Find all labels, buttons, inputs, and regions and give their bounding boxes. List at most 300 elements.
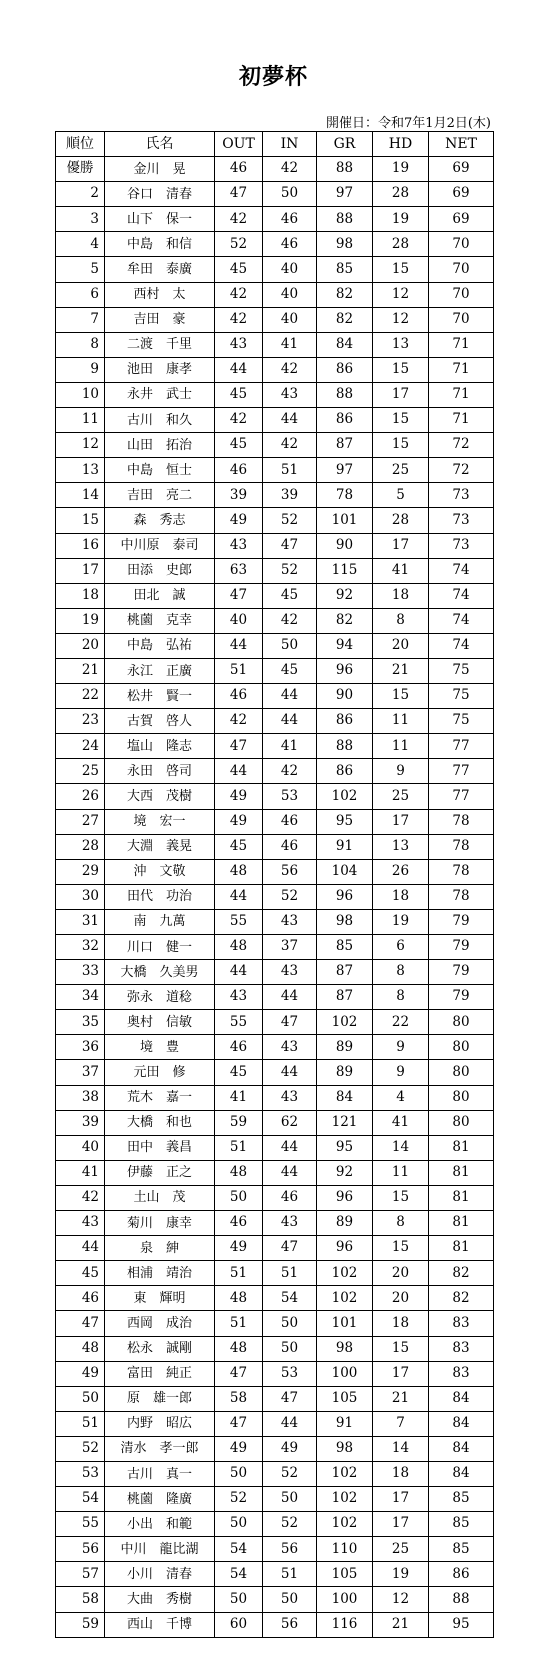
table-row bbox=[56, 1411, 494, 1436]
name-cell: 菊川 康幸 bbox=[105, 1211, 215, 1236]
name-cell: 中島 和信 bbox=[105, 232, 215, 257]
in-cell: 56 bbox=[263, 1537, 317, 1562]
rank-cell: 14 bbox=[56, 483, 105, 508]
out-cell: 51 bbox=[215, 1311, 263, 1336]
hd-cell: 17 bbox=[373, 1361, 429, 1386]
rank-cell: 57 bbox=[56, 1562, 105, 1587]
hd-cell: 21 bbox=[373, 1612, 429, 1637]
rank-cell: 23 bbox=[56, 709, 105, 734]
hd-cell: 8 bbox=[373, 985, 429, 1010]
in-cell: 51 bbox=[263, 1562, 317, 1587]
rank-cell: 17 bbox=[56, 558, 105, 583]
gr-cell: 105 bbox=[317, 1386, 373, 1411]
gr-cell: 97 bbox=[317, 182, 373, 207]
table-row bbox=[56, 784, 494, 809]
rank-cell: 26 bbox=[56, 784, 105, 809]
table-row bbox=[56, 458, 494, 483]
hd-cell: 17 bbox=[373, 809, 429, 834]
net-cell: 74 bbox=[429, 583, 494, 608]
name-cell: 古賀 啓人 bbox=[105, 709, 215, 734]
rank-cell: 43 bbox=[56, 1211, 105, 1236]
in-cell: 47 bbox=[263, 1236, 317, 1261]
rank-cell: 30 bbox=[56, 884, 105, 909]
out-cell: 43 bbox=[215, 985, 263, 1010]
table-row bbox=[56, 1361, 494, 1386]
gr-cell: 102 bbox=[317, 1512, 373, 1537]
gr-cell: 104 bbox=[317, 859, 373, 884]
in-cell: 41 bbox=[263, 734, 317, 759]
in-cell: 39 bbox=[263, 483, 317, 508]
in-cell: 54 bbox=[263, 1286, 317, 1311]
rank-cell: 優勝 bbox=[56, 157, 105, 182]
in-cell: 46 bbox=[263, 834, 317, 859]
table-row bbox=[56, 307, 494, 332]
table-row bbox=[56, 332, 494, 357]
name-cell: 谷口 清春 bbox=[105, 182, 215, 207]
table-row bbox=[56, 1085, 494, 1110]
hd-cell: 20 bbox=[373, 1286, 429, 1311]
rank-cell: 56 bbox=[56, 1537, 105, 1562]
out-cell: 60 bbox=[215, 1612, 263, 1637]
in-cell: 50 bbox=[263, 1311, 317, 1336]
hd-cell: 15 bbox=[373, 433, 429, 458]
gr-cell: 87 bbox=[317, 960, 373, 985]
gr-cell: 96 bbox=[317, 1236, 373, 1261]
table-row bbox=[56, 282, 494, 307]
out-cell: 47 bbox=[215, 583, 263, 608]
rank-cell: 29 bbox=[56, 859, 105, 884]
out-cell: 39 bbox=[215, 483, 263, 508]
net-cell: 71 bbox=[429, 332, 494, 357]
gr-cell: 101 bbox=[317, 508, 373, 533]
out-cell: 49 bbox=[215, 508, 263, 533]
out-cell: 59 bbox=[215, 1110, 263, 1135]
out-cell: 50 bbox=[215, 1461, 263, 1486]
rank-cell: 55 bbox=[56, 1512, 105, 1537]
hd-cell: 8 bbox=[373, 608, 429, 633]
hd-cell: 15 bbox=[373, 408, 429, 433]
name-cell: 川口 健一 bbox=[105, 935, 215, 960]
rank-cell: 13 bbox=[56, 458, 105, 483]
name-cell: 大橋 久美男 bbox=[105, 960, 215, 985]
net-cell: 80 bbox=[429, 1060, 494, 1085]
in-cell: 44 bbox=[263, 1060, 317, 1085]
hd-cell: 20 bbox=[373, 633, 429, 658]
rank-cell: 8 bbox=[56, 332, 105, 357]
table-row bbox=[56, 1211, 494, 1236]
hd-cell: 20 bbox=[373, 1261, 429, 1286]
in-cell: 43 bbox=[263, 1211, 317, 1236]
table-row bbox=[56, 1185, 494, 1210]
table-row bbox=[56, 1060, 494, 1085]
hd-cell: 11 bbox=[373, 709, 429, 734]
out-cell: 55 bbox=[215, 909, 263, 934]
gr-cell: 86 bbox=[317, 759, 373, 784]
hd-cell: 9 bbox=[373, 1060, 429, 1085]
gr-cell: 116 bbox=[317, 1612, 373, 1637]
in-cell: 45 bbox=[263, 583, 317, 608]
hd-cell: 17 bbox=[373, 1512, 429, 1537]
out-cell: 47 bbox=[215, 734, 263, 759]
gr-cell: 96 bbox=[317, 658, 373, 683]
gr-cell: 85 bbox=[317, 935, 373, 960]
in-cell: 50 bbox=[263, 1487, 317, 1512]
name-cell: 田添 史郎 bbox=[105, 558, 215, 583]
out-cell: 47 bbox=[215, 1361, 263, 1386]
header-net: NET bbox=[429, 132, 494, 157]
net-cell: 79 bbox=[429, 935, 494, 960]
out-cell: 48 bbox=[215, 1160, 263, 1185]
out-cell: 52 bbox=[215, 232, 263, 257]
name-cell: 中川原 泰司 bbox=[105, 533, 215, 558]
rank-cell: 11 bbox=[56, 408, 105, 433]
hd-cell: 41 bbox=[373, 558, 429, 583]
net-cell: 86 bbox=[429, 1562, 494, 1587]
out-cell: 49 bbox=[215, 809, 263, 834]
hd-cell: 28 bbox=[373, 232, 429, 257]
gr-cell: 98 bbox=[317, 909, 373, 934]
table-row bbox=[56, 408, 494, 433]
name-cell: 境 豊 bbox=[105, 1035, 215, 1060]
name-cell: 松井 賢一 bbox=[105, 684, 215, 709]
net-cell: 75 bbox=[429, 658, 494, 683]
table-row bbox=[56, 1461, 494, 1486]
table-row bbox=[56, 1135, 494, 1160]
in-cell: 40 bbox=[263, 282, 317, 307]
in-cell: 45 bbox=[263, 658, 317, 683]
out-cell: 63 bbox=[215, 558, 263, 583]
net-cell: 74 bbox=[429, 608, 494, 633]
net-cell: 81 bbox=[429, 1135, 494, 1160]
rank-cell: 40 bbox=[56, 1135, 105, 1160]
rank-cell: 18 bbox=[56, 583, 105, 608]
hd-cell: 13 bbox=[373, 834, 429, 859]
rank-cell: 12 bbox=[56, 433, 105, 458]
out-cell: 42 bbox=[215, 282, 263, 307]
table-row bbox=[56, 1436, 494, 1461]
out-cell: 58 bbox=[215, 1386, 263, 1411]
name-cell: 西山 千博 bbox=[105, 1612, 215, 1637]
table-row bbox=[56, 1562, 494, 1587]
net-cell: 80 bbox=[429, 1035, 494, 1060]
in-cell: 44 bbox=[263, 408, 317, 433]
table-row bbox=[56, 960, 494, 985]
net-cell: 75 bbox=[429, 684, 494, 709]
hd-cell: 5 bbox=[373, 483, 429, 508]
name-cell: 小出 和範 bbox=[105, 1512, 215, 1537]
table-row bbox=[56, 583, 494, 608]
out-cell: 51 bbox=[215, 1135, 263, 1160]
out-cell: 47 bbox=[215, 182, 263, 207]
hd-cell: 12 bbox=[373, 1587, 429, 1612]
gr-cell: 86 bbox=[317, 357, 373, 382]
hd-cell: 18 bbox=[373, 884, 429, 909]
out-cell: 45 bbox=[215, 834, 263, 859]
net-cell: 75 bbox=[429, 709, 494, 734]
out-cell: 51 bbox=[215, 658, 263, 683]
rank-cell: 3 bbox=[56, 207, 105, 232]
out-cell: 45 bbox=[215, 1060, 263, 1085]
gr-cell: 89 bbox=[317, 1211, 373, 1236]
name-cell: 内野 昭広 bbox=[105, 1411, 215, 1436]
net-cell: 81 bbox=[429, 1160, 494, 1185]
rank-cell: 16 bbox=[56, 533, 105, 558]
out-cell: 41 bbox=[215, 1085, 263, 1110]
out-cell: 45 bbox=[215, 382, 263, 407]
table-row bbox=[56, 1261, 494, 1286]
out-cell: 46 bbox=[215, 1035, 263, 1060]
name-cell: 大曲 秀樹 bbox=[105, 1587, 215, 1612]
net-cell: 70 bbox=[429, 282, 494, 307]
hd-cell: 19 bbox=[373, 157, 429, 182]
name-cell: 田代 功治 bbox=[105, 884, 215, 909]
rank-cell: 20 bbox=[56, 633, 105, 658]
name-cell: 吉田 亮二 bbox=[105, 483, 215, 508]
gr-cell: 121 bbox=[317, 1110, 373, 1135]
in-cell: 44 bbox=[263, 985, 317, 1010]
rank-cell: 47 bbox=[56, 1311, 105, 1336]
gr-cell: 88 bbox=[317, 382, 373, 407]
in-cell: 43 bbox=[263, 382, 317, 407]
rank-cell: 19 bbox=[56, 608, 105, 633]
net-cell: 81 bbox=[429, 1236, 494, 1261]
net-cell: 80 bbox=[429, 1085, 494, 1110]
page-title: 初夢杯 bbox=[238, 64, 308, 90]
net-cell: 71 bbox=[429, 382, 494, 407]
results-body bbox=[56, 157, 494, 1638]
in-cell: 52 bbox=[263, 508, 317, 533]
name-cell: 弥永 道稔 bbox=[105, 985, 215, 1010]
net-cell: 73 bbox=[429, 533, 494, 558]
in-cell: 43 bbox=[263, 960, 317, 985]
hd-cell: 11 bbox=[373, 734, 429, 759]
in-cell: 50 bbox=[263, 1336, 317, 1361]
header-out: OUT bbox=[215, 132, 263, 157]
name-cell: 永江 正廣 bbox=[105, 658, 215, 683]
in-cell: 42 bbox=[263, 759, 317, 784]
hd-cell: 25 bbox=[373, 458, 429, 483]
gr-cell: 78 bbox=[317, 483, 373, 508]
net-cell: 77 bbox=[429, 734, 494, 759]
hd-cell: 15 bbox=[373, 357, 429, 382]
net-cell: 77 bbox=[429, 784, 494, 809]
in-cell: 42 bbox=[263, 433, 317, 458]
net-cell: 69 bbox=[429, 182, 494, 207]
table-row bbox=[56, 1512, 494, 1537]
name-cell: 森 秀志 bbox=[105, 508, 215, 533]
net-cell: 84 bbox=[429, 1411, 494, 1436]
out-cell: 49 bbox=[215, 784, 263, 809]
rank-cell: 36 bbox=[56, 1035, 105, 1060]
gr-cell: 94 bbox=[317, 633, 373, 658]
name-cell: 中川 龍比湖 bbox=[105, 1537, 215, 1562]
name-cell: 田北 誠 bbox=[105, 583, 215, 608]
net-cell: 85 bbox=[429, 1537, 494, 1562]
name-cell: 田中 義昌 bbox=[105, 1135, 215, 1160]
in-cell: 50 bbox=[263, 182, 317, 207]
header-rank: 順位 bbox=[56, 132, 105, 157]
out-cell: 55 bbox=[215, 1010, 263, 1035]
rank-cell: 49 bbox=[56, 1361, 105, 1386]
gr-cell: 102 bbox=[317, 1461, 373, 1486]
table-row bbox=[56, 382, 494, 407]
name-cell: 泉 紳 bbox=[105, 1236, 215, 1261]
table-row bbox=[56, 809, 494, 834]
gr-cell: 97 bbox=[317, 458, 373, 483]
table-row bbox=[56, 935, 494, 960]
out-cell: 52 bbox=[215, 1487, 263, 1512]
hd-cell: 15 bbox=[373, 1185, 429, 1210]
name-cell: 古川 和久 bbox=[105, 408, 215, 433]
gr-cell: 98 bbox=[317, 232, 373, 257]
gr-cell: 100 bbox=[317, 1587, 373, 1612]
rank-cell: 32 bbox=[56, 935, 105, 960]
name-cell: 大西 茂樹 bbox=[105, 784, 215, 809]
net-cell: 84 bbox=[429, 1461, 494, 1486]
gr-cell: 90 bbox=[317, 533, 373, 558]
header-name: 氏名 bbox=[105, 132, 215, 157]
out-cell: 43 bbox=[215, 533, 263, 558]
in-cell: 42 bbox=[263, 608, 317, 633]
name-cell: 小川 清春 bbox=[105, 1562, 215, 1587]
gr-cell: 89 bbox=[317, 1035, 373, 1060]
net-cell: 88 bbox=[429, 1587, 494, 1612]
name-cell: 中島 恒士 bbox=[105, 458, 215, 483]
gr-cell: 86 bbox=[317, 408, 373, 433]
net-cell: 78 bbox=[429, 859, 494, 884]
rank-cell: 35 bbox=[56, 1010, 105, 1035]
net-cell: 78 bbox=[429, 834, 494, 859]
net-cell: 77 bbox=[429, 759, 494, 784]
gr-cell: 85 bbox=[317, 257, 373, 282]
gr-cell: 91 bbox=[317, 834, 373, 859]
table-row bbox=[56, 909, 494, 934]
rank-cell: 15 bbox=[56, 508, 105, 533]
hd-cell: 6 bbox=[373, 935, 429, 960]
name-cell: 西村 太 bbox=[105, 282, 215, 307]
in-cell: 53 bbox=[263, 1361, 317, 1386]
name-cell: 大橋 和也 bbox=[105, 1110, 215, 1135]
out-cell: 48 bbox=[215, 859, 263, 884]
gr-cell: 90 bbox=[317, 684, 373, 709]
rank-cell: 9 bbox=[56, 357, 105, 382]
net-cell: 82 bbox=[429, 1286, 494, 1311]
gr-cell: 96 bbox=[317, 1185, 373, 1210]
net-cell: 74 bbox=[429, 558, 494, 583]
rank-cell: 53 bbox=[56, 1461, 105, 1486]
name-cell: 荒木 嘉一 bbox=[105, 1085, 215, 1110]
hd-cell: 15 bbox=[373, 684, 429, 709]
in-cell: 50 bbox=[263, 1587, 317, 1612]
net-cell: 69 bbox=[429, 157, 494, 182]
name-cell: 原 雄一郎 bbox=[105, 1386, 215, 1411]
net-cell: 70 bbox=[429, 232, 494, 257]
gr-cell: 92 bbox=[317, 583, 373, 608]
rank-cell: 46 bbox=[56, 1286, 105, 1311]
in-cell: 43 bbox=[263, 1035, 317, 1060]
in-cell: 42 bbox=[263, 357, 317, 382]
gr-cell: 84 bbox=[317, 1085, 373, 1110]
out-cell: 44 bbox=[215, 759, 263, 784]
out-cell: 54 bbox=[215, 1562, 263, 1587]
rank-cell: 24 bbox=[56, 734, 105, 759]
gr-cell: 96 bbox=[317, 884, 373, 909]
name-cell: 牟田 泰廣 bbox=[105, 257, 215, 282]
name-cell: 山下 保一 bbox=[105, 207, 215, 232]
name-cell: 元田 修 bbox=[105, 1060, 215, 1085]
name-cell: 吉田 豪 bbox=[105, 307, 215, 332]
hd-cell: 9 bbox=[373, 1035, 429, 1060]
net-cell: 73 bbox=[429, 508, 494, 533]
table-row bbox=[56, 734, 494, 759]
gr-cell: 88 bbox=[317, 207, 373, 232]
hd-cell: 15 bbox=[373, 1236, 429, 1261]
out-cell: 44 bbox=[215, 884, 263, 909]
hd-cell: 8 bbox=[373, 960, 429, 985]
table-row bbox=[56, 658, 494, 683]
rank-cell: 21 bbox=[56, 658, 105, 683]
table-header-row bbox=[56, 132, 494, 157]
net-cell: 69 bbox=[429, 207, 494, 232]
results-table bbox=[55, 131, 494, 1638]
out-cell: 42 bbox=[215, 307, 263, 332]
in-cell: 44 bbox=[263, 1135, 317, 1160]
name-cell: 永井 武士 bbox=[105, 382, 215, 407]
in-cell: 49 bbox=[263, 1436, 317, 1461]
in-cell: 46 bbox=[263, 1185, 317, 1210]
net-cell: 83 bbox=[429, 1361, 494, 1386]
gr-cell: 82 bbox=[317, 608, 373, 633]
in-cell: 40 bbox=[263, 257, 317, 282]
gr-cell: 98 bbox=[317, 1436, 373, 1461]
gr-cell: 86 bbox=[317, 709, 373, 734]
gr-cell: 88 bbox=[317, 157, 373, 182]
hd-cell: 17 bbox=[373, 382, 429, 407]
rank-cell: 59 bbox=[56, 1612, 105, 1637]
out-cell: 49 bbox=[215, 1236, 263, 1261]
hd-cell: 18 bbox=[373, 1461, 429, 1486]
net-cell: 73 bbox=[429, 483, 494, 508]
out-cell: 48 bbox=[215, 1286, 263, 1311]
out-cell: 46 bbox=[215, 458, 263, 483]
out-cell: 42 bbox=[215, 709, 263, 734]
rank-cell: 22 bbox=[56, 684, 105, 709]
rank-cell: 54 bbox=[56, 1487, 105, 1512]
hd-cell: 41 bbox=[373, 1110, 429, 1135]
name-cell: 桃薗 隆廣 bbox=[105, 1487, 215, 1512]
net-cell: 95 bbox=[429, 1612, 494, 1637]
table-row bbox=[56, 1236, 494, 1261]
gr-cell: 102 bbox=[317, 1286, 373, 1311]
in-cell: 52 bbox=[263, 1512, 317, 1537]
name-cell: 金川 晃 bbox=[105, 157, 215, 182]
hd-cell: 4 bbox=[373, 1085, 429, 1110]
hd-cell: 19 bbox=[373, 1562, 429, 1587]
in-cell: 42 bbox=[263, 157, 317, 182]
hd-cell: 14 bbox=[373, 1436, 429, 1461]
rank-cell: 48 bbox=[56, 1336, 105, 1361]
name-cell: 桃薗 克幸 bbox=[105, 608, 215, 633]
name-cell: 境 宏一 bbox=[105, 809, 215, 834]
in-cell: 44 bbox=[263, 709, 317, 734]
gr-cell: 92 bbox=[317, 1160, 373, 1185]
rank-cell: 42 bbox=[56, 1185, 105, 1210]
rank-cell: 6 bbox=[56, 282, 105, 307]
hd-cell: 12 bbox=[373, 307, 429, 332]
name-cell: 西岡 成治 bbox=[105, 1311, 215, 1336]
hd-cell: 7 bbox=[373, 1411, 429, 1436]
out-cell: 47 bbox=[215, 1411, 263, 1436]
